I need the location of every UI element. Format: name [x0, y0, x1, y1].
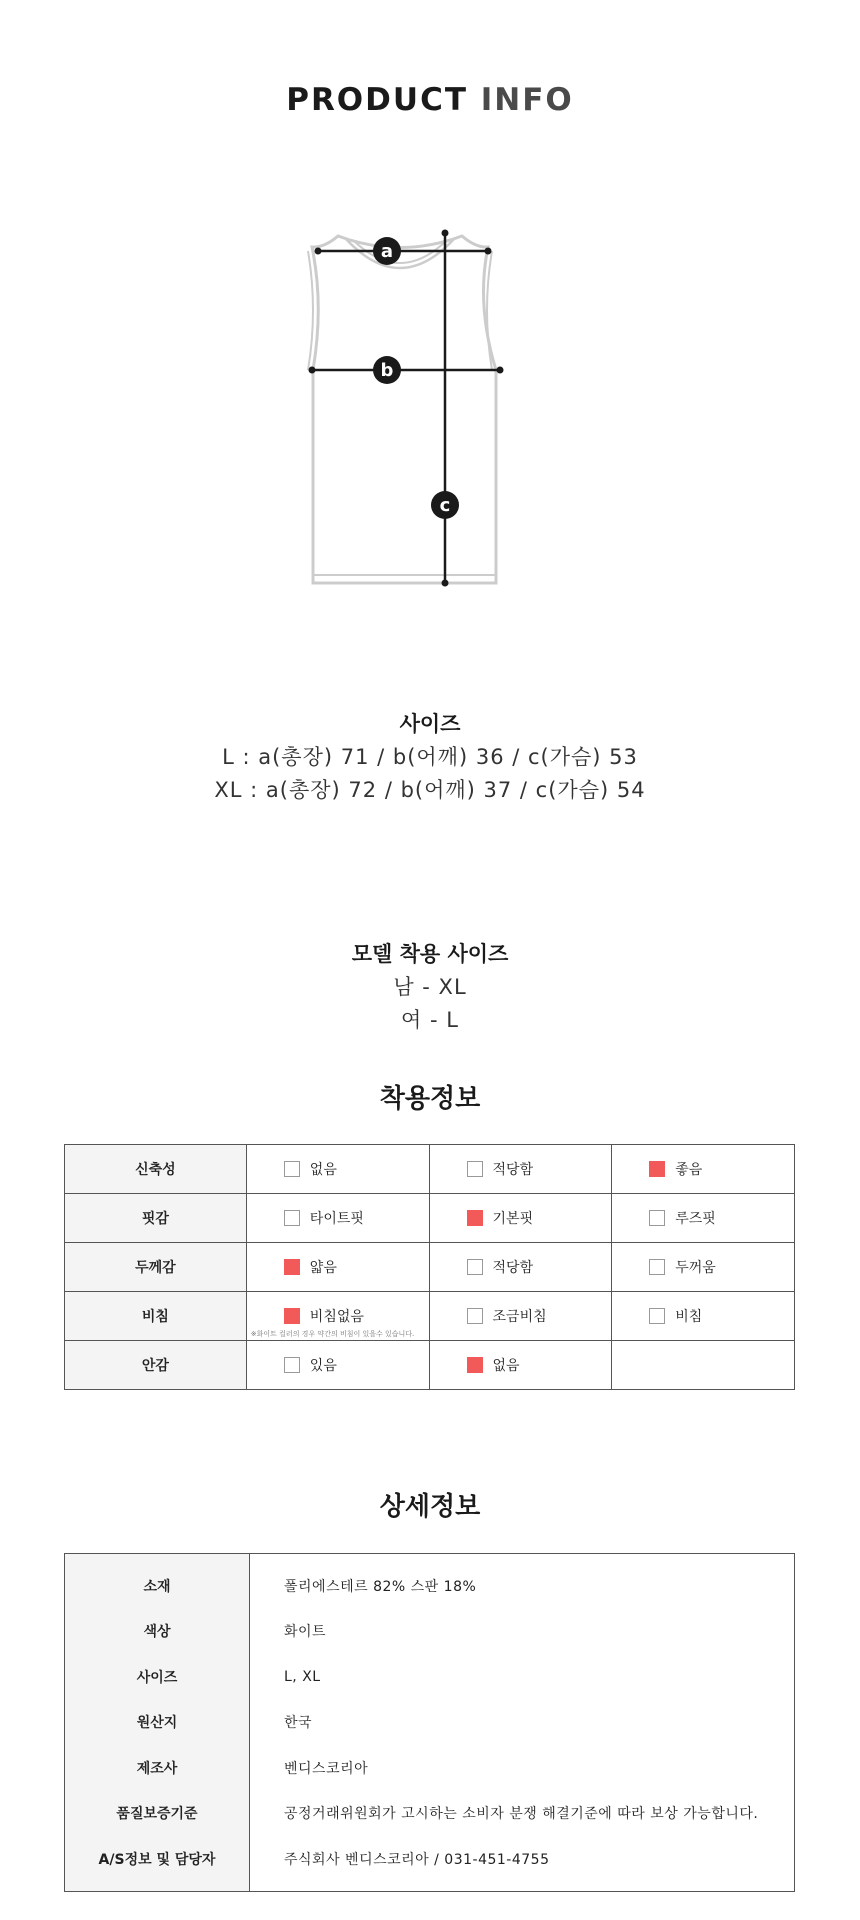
fit-option-label: 없음 — [492, 1358, 520, 1374]
detail-value: 공정거래위원회가 고시하는 소비자 분쟁 해결기준에 따라 보상 가능합니다. — [284, 1806, 759, 1823]
detail-row — [65, 1554, 795, 1609]
sheerness-note: ※화이트 컬러의 경우 약간의 비침이 있을수 있습니다. — [250, 1330, 415, 1338]
fit-option-label: 적당함 — [492, 1260, 534, 1276]
fit-row-label: 안감 — [65, 1341, 247, 1390]
size-section — [0, 708, 860, 804]
fit-option — [246, 1292, 429, 1341]
details-table — [64, 1553, 795, 1892]
fit-option-label: 기본핏 — [492, 1211, 534, 1227]
fit-option-label: 적당함 — [492, 1162, 534, 1178]
measure-endpoints — [309, 230, 504, 587]
fit-option-label: 얇음 — [309, 1260, 337, 1276]
marker-c — [431, 491, 459, 519]
checkbox-unchecked — [284, 1161, 300, 1177]
size-line-xl: XL : a(총장) 72 / b(어깨) 37 / c(가슴) 54 — [214, 778, 646, 802]
fit-row-label: 두께감 — [65, 1243, 247, 1292]
fit-option — [429, 1341, 612, 1390]
checkbox-checked — [649, 1161, 665, 1177]
fit-option-label: 루즈핏 — [675, 1211, 716, 1227]
fit-option — [429, 1243, 612, 1292]
checkbox-unchecked — [649, 1259, 665, 1275]
fit-option — [612, 1243, 795, 1292]
title-info: INFO — [480, 82, 574, 118]
fit-row-thickness — [65, 1243, 795, 1292]
fit-option — [429, 1145, 612, 1194]
fit-option — [429, 1292, 612, 1341]
fit-row-lining — [65, 1341, 795, 1390]
detail-value: 주식회사 벤디스코리아 / 031-451-4755 — [284, 1851, 550, 1868]
detail-value: L, XL — [284, 1668, 321, 1685]
fit-option-label: 두꺼움 — [675, 1260, 716, 1276]
checkbox-unchecked — [649, 1210, 665, 1226]
fit-option-label: 비침 — [675, 1309, 703, 1325]
checkbox-unchecked — [467, 1308, 483, 1324]
fit-option-label: 조금비침 — [492, 1309, 547, 1325]
fit-option — [612, 1292, 795, 1341]
model-heading: 모델 착용 사이즈 — [351, 942, 509, 966]
fit-row-fit — [65, 1194, 795, 1243]
fit-option-label: 타이트핏 — [309, 1211, 364, 1227]
title-product: PRODUCT — [286, 82, 468, 118]
fit-option-label: 없음 — [309, 1162, 337, 1178]
model-male: 남 - XL — [393, 975, 467, 999]
fit-option — [246, 1243, 429, 1292]
detail-row — [65, 1654, 795, 1700]
size-line-l: L : a(총장) 71 / b(어깨) 36 / c(가슴) 53 — [222, 745, 638, 769]
size-heading: 사이즈 — [399, 712, 461, 736]
checkbox-checked — [284, 1308, 300, 1324]
fit-option-empty — [612, 1341, 795, 1390]
checkbox-unchecked — [649, 1308, 665, 1324]
marker-b — [373, 356, 401, 384]
detail-row — [65, 1836, 795, 1891]
detail-label: 품질보증기준 — [65, 1791, 250, 1837]
marker-c-label: c — [439, 495, 451, 516]
checkbox-unchecked — [467, 1259, 483, 1275]
detail-value: 화이트 — [284, 1624, 327, 1641]
detail-label: A/S정보 및 담당자 — [65, 1836, 250, 1891]
fit-option — [429, 1194, 612, 1243]
sleeveless-top-outline — [308, 236, 496, 583]
checkbox-unchecked — [284, 1210, 300, 1226]
detail-label: 소재 — [65, 1554, 250, 1609]
details-heading: 상세정보 — [379, 1492, 481, 1522]
detail-value: 폴리에스테르 82% 스판 18% — [284, 1578, 477, 1595]
checkbox-unchecked — [284, 1357, 300, 1373]
fit-info-table — [64, 1144, 795, 1390]
checkbox-checked — [467, 1357, 483, 1373]
marker-a-label: a — [380, 241, 394, 262]
detail-label: 색상 — [65, 1609, 250, 1655]
detail-row — [65, 1745, 795, 1791]
checkbox-unchecked — [467, 1161, 483, 1177]
fit-row-label: 신축성 — [65, 1145, 247, 1194]
detail-label: 원산지 — [65, 1700, 250, 1746]
fit-row-sheerness — [65, 1292, 795, 1341]
size-diagram — [290, 215, 570, 605]
fit-row-label: 핏감 — [65, 1194, 247, 1243]
measure-lines — [312, 233, 500, 583]
fit-info-heading: 착용정보 — [379, 1084, 481, 1114]
fit-row-stretch — [65, 1145, 795, 1194]
model-female: 여 - L — [401, 1008, 459, 1032]
fit-option — [612, 1145, 795, 1194]
fit-option — [612, 1194, 795, 1243]
detail-label: 사이즈 — [65, 1654, 250, 1700]
detail-row — [65, 1609, 795, 1655]
fit-row-label: 비침 — [65, 1292, 247, 1341]
fit-option-label: 좋음 — [675, 1162, 703, 1178]
marker-b-label: b — [380, 360, 394, 381]
detail-value: 벤디스코리아 — [284, 1760, 369, 1777]
fit-option — [246, 1194, 429, 1243]
detail-label: 제조사 — [65, 1745, 250, 1791]
checkbox-checked — [284, 1259, 300, 1275]
fit-option — [246, 1145, 429, 1194]
fit-option-label: 비침없음 — [309, 1309, 364, 1325]
detail-row — [65, 1791, 795, 1837]
detail-value: 한국 — [284, 1715, 313, 1732]
fit-option-label: 있음 — [309, 1358, 337, 1374]
marker-a — [373, 237, 401, 265]
checkbox-checked — [467, 1210, 483, 1226]
detail-row — [65, 1700, 795, 1746]
page-title — [0, 82, 860, 118]
model-section — [0, 938, 860, 1034]
fit-option — [246, 1341, 429, 1390]
